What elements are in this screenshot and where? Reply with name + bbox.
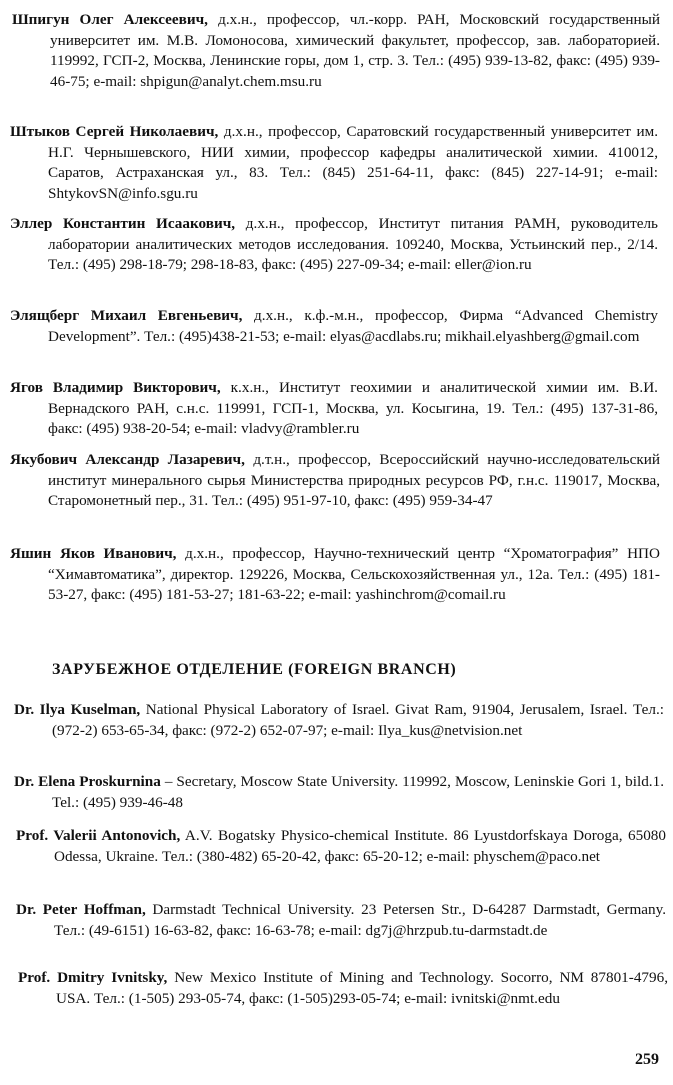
- entry-text: Darmstadt Technical University. 23 Petersen Str., D-64287 Darmstadt, Germany. Тел.: (49-6151) 16-63-82, факс: 16-63-78; e-mail: dg7j@hrzpub.tu-darmstadt.de: [54, 901, 666, 939]
- entry-name: Dr. Peter Hoffman,: [16, 901, 146, 918]
- entry-name: Prof. Valerii Antonovich,: [16, 827, 181, 844]
- entry-proskurnina: [14, 772, 664, 813]
- entry-name: Prof. Dmitry Ivnitsky,: [18, 969, 168, 986]
- entry-kuselman: [14, 700, 664, 741]
- entry-text: National Physical Laboratory of Israel. Givat Ram, 91904, Jerusalem, Israel. Тел.: (972-2) 653-65-34, факс: (972-2) 652-07-97; e-mail: Ilya_kus@netvision.net: [52, 701, 664, 739]
- entry-elyashberg: [10, 306, 658, 347]
- entry-text: д.т.н., профессор, Всероссийский научно-исследовательский институт минерального сырья Министерства природных ресурсов РФ, г.н.с. 119017, Москва, Старомонетный пер., 31. Тел.: (495) 951-97-10, факс: (495) 959-34-47: [48, 451, 660, 509]
- entry-name: Штыков Сергей Николаевич,: [10, 123, 219, 140]
- entry-text: к.х.н., Институт геохимии и аналитической химии им. В.И. Вернадского РАН, с.н.с. 119991, ГСП-1, Москва, ул. Косыгина, 19. Тел.: (495) 137-31-86, факс: (495) 938-20-54; e-mail: vladvy@rambler.ru: [48, 379, 658, 437]
- entry-name: Яшин Яков Иванович,: [10, 545, 177, 562]
- entry-name: Dr. Ilya Kuselman,: [14, 701, 141, 718]
- entry-text: A.V. Bogatsky Physico-chemical Institute. 86 Lyustdorfskaya Doroga, 65080 Odessa, Ukraine. Тел.: (380-482) 65-20-42, факс: 65-20-12; e-mail: physchem@paco.net: [54, 827, 666, 865]
- entry-name: Dr. Elena Proskurnina: [14, 773, 161, 790]
- entry-name: Шпигун Олег Алексеевич,: [12, 11, 208, 28]
- page-number: 259: [635, 1051, 659, 1068]
- entry-shpigun: [12, 10, 660, 92]
- entry-ivnitsky: [18, 968, 668, 1009]
- section-heading: ЗАРУБЕЖНОЕ ОТДЕЛЕНИЕ (FOREIGN BRANCH): [52, 661, 457, 678]
- entry-name: Эллер Константин Исаакович,: [10, 215, 236, 232]
- entry-text: д.х.н., профессор, чл.-корр. РАН, Московский государственный университет им. М.В. Ломоносова, химический факультет, профессор, зав. лабораторией. 119992, ГСП-2, Москва, Ленинские горы, дом 1, стр. 3. Тел.: (495) 939-13-82, факс: (495) 939-46-75; e-mail: shpigun@analyt.chem.msu.ru: [50, 11, 660, 90]
- entry-text: д.х.н., к.ф.-м.н., профессор, Фирма “Advanced Chemistry Development”. Тел.: (495)438-21-53; e-mail: elyas@acdlabs.ru; mikhail.elyashberg@gmail.com: [48, 307, 658, 345]
- entry-text: д.х.н., профессор, Институт питания РАМН, руководитель лаборатории аналитических методов исследования. 109240, Москва, Устьинский пер., 2/14. Тел.: (495) 298-18-79; 298-18-83, факс: (495) 227-09-34; e-mail: eller@ion.ru: [48, 215, 658, 273]
- entry-text: New Mexico Institute of Mining and Technology. Socorro, NM 87801-4796, USA. Тел.: (1-505) 293-05-74, факс: (1-505)293-05-74; e-mail: ivnitski@nmt.edu: [56, 969, 669, 1007]
- entry-eller: [10, 214, 658, 276]
- entry-yagov: [10, 378, 658, 440]
- entry-yashin: [10, 544, 660, 606]
- entry-name: Якубович Александр Лазаревич,: [10, 451, 245, 468]
- entry-shtykov: [10, 122, 658, 204]
- entry-name: Элящберг Михаил Евгеньевич,: [10, 307, 243, 324]
- entry-yakubovich: [10, 450, 660, 512]
- entry-antonovich: [16, 826, 666, 867]
- entry-text: – Secretary, Moscow State University. 119992, Moscow, Leninskie Gori 1, bild.1. Tel.: (495) 939-46-48: [52, 773, 664, 811]
- entry-hoffman: [16, 900, 666, 941]
- entry-text: д.х.н., профессор, Саратовский государственный университет им. Н.Г. Чернышевского, НИИ химии, профессор кафедры аналитической химии. 410012, Саратов, Астраханская ул., 83. Тел.: (845) 251-64-11, факс: (845) 227-14-91; e-mail: ShtykovSN@info.sgu.ru: [48, 123, 658, 202]
- entry-text: д.х.н., профессор, Научно-технический центр “Хроматография” НПО “Химавтоматика”, директор. 129226, Москва, Сельскохозяйственная ул., 12а. Тел.: (495) 181-53-27, факс: (495) 181-53-27; 181-63-22; e-mail: yashinchrom@comail.ru: [48, 545, 660, 603]
- entry-name: Ягов Владимир Викторович,: [10, 379, 221, 396]
